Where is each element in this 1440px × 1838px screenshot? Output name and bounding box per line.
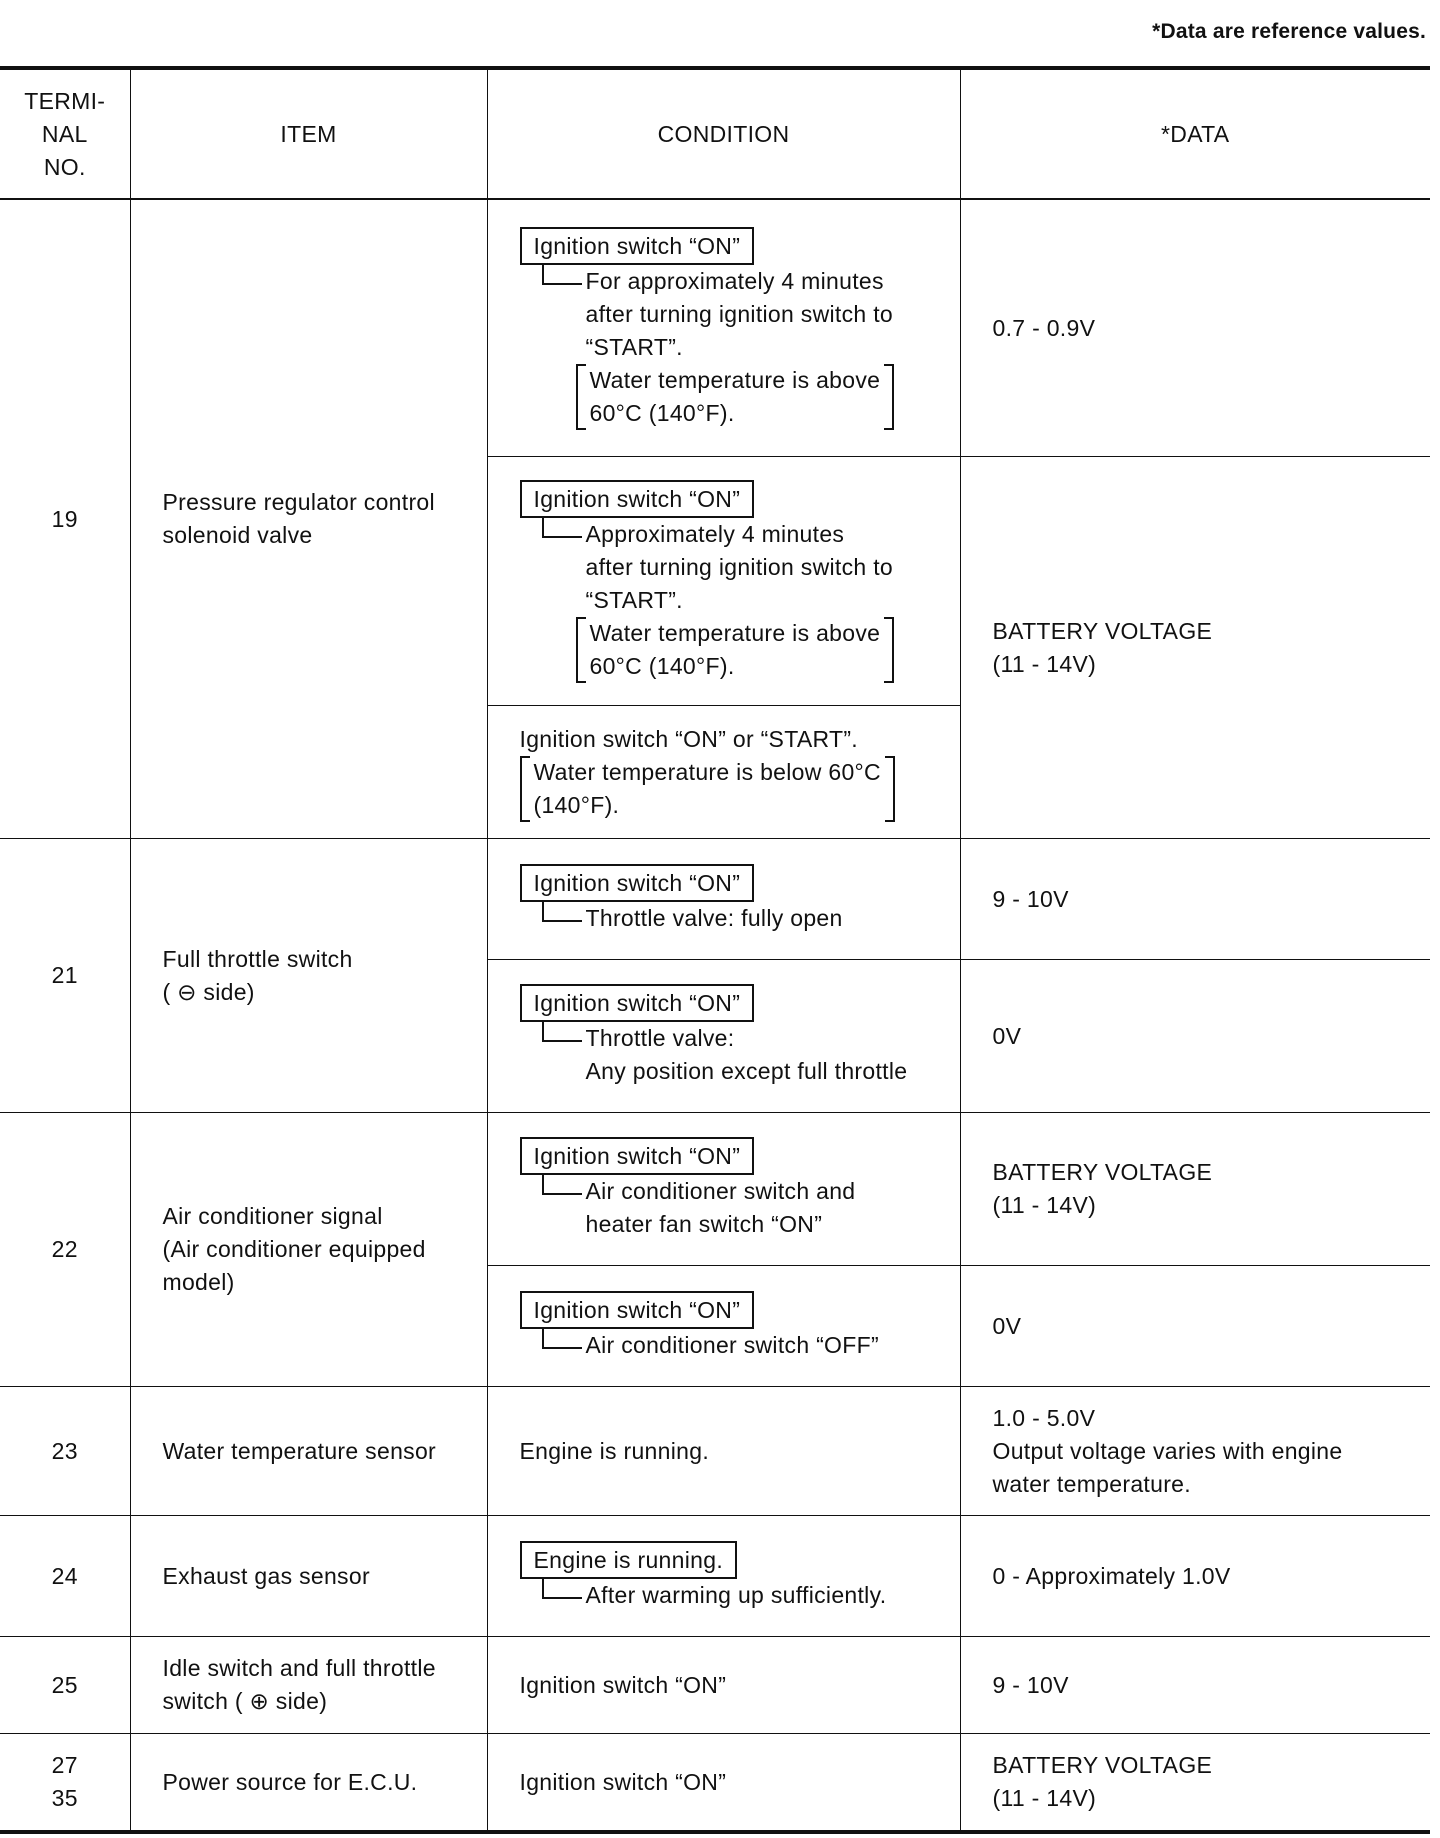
data-cell: 9 - 10V	[960, 839, 1430, 960]
header-terminal-no: TERMI- NAL NO.	[0, 68, 130, 199]
condition-branch: Air conditioner switch “OFF”	[542, 1329, 952, 1362]
condition-box: Ignition switch “ON”	[520, 984, 755, 1022]
item-cell: Full throttle switch ( ⊖ side)	[130, 839, 487, 1113]
condition-bracket-note: Water temperature is above 60°C (140°F).	[576, 617, 895, 683]
terminal-no: 19	[0, 199, 130, 839]
item-cell: Water temperature sensor	[130, 1387, 487, 1516]
condition-box: Ignition switch “ON”	[520, 480, 755, 518]
terminal-no: 24	[0, 1516, 130, 1637]
terminal-no: 23	[0, 1387, 130, 1516]
table-row	[0, 839, 1430, 960]
table-row	[0, 199, 1430, 457]
data-cell: 9 - 10V	[960, 1637, 1430, 1734]
data-cell: 0V	[960, 960, 1430, 1113]
table-header-row	[0, 68, 1430, 199]
condition-cell	[487, 960, 960, 1113]
terminal-data-table	[0, 66, 1430, 1834]
condition-box: Ignition switch “ON”	[520, 1137, 755, 1175]
condition-cell	[487, 1266, 960, 1387]
data-cell: 0 - Approximately 1.0V	[960, 1516, 1430, 1637]
table-row	[0, 1113, 1430, 1266]
terminal-no: 22	[0, 1113, 130, 1387]
header-condition: CONDITION	[487, 68, 960, 199]
data-cell: BATTERY VOLTAGE (11 - 14V)	[960, 1113, 1430, 1266]
item-cell: Idle switch and full throttle switch ( ⊕ side)	[130, 1637, 487, 1734]
item-cell: Pressure regulator control solenoid valve	[130, 199, 487, 839]
item-cell: Power source for E.C.U.	[130, 1734, 487, 1833]
condition-cell: Ignition switch “ON”	[487, 1734, 960, 1833]
condition-branch: Air conditioner switch and heater fan switch “ON”	[542, 1175, 952, 1241]
data-cell: BATTERY VOLTAGE (11 - 14V)	[960, 457, 1430, 839]
condition-box: Engine is running.	[520, 1541, 738, 1579]
condition-cell	[487, 839, 960, 960]
condition-cell	[487, 1516, 960, 1637]
table-row	[0, 1734, 1430, 1833]
header-item: ITEM	[130, 68, 487, 199]
condition-box: Ignition switch “ON”	[520, 1291, 755, 1329]
data-cell: 0.7 - 0.9V	[960, 199, 1430, 457]
item-cell: Exhaust gas sensor	[130, 1516, 487, 1637]
terminal-no: 25	[0, 1637, 130, 1734]
terminal-no: 27 35	[0, 1734, 130, 1833]
condition-box: Ignition switch “ON”	[520, 864, 755, 902]
condition-cell	[487, 199, 960, 457]
condition-cell: Ignition switch “ON”	[487, 1637, 960, 1734]
data-cell: 1.0 - 5.0V Output voltage varies with engine water temperature.	[960, 1387, 1430, 1516]
terminal-no: 21	[0, 839, 130, 1113]
data-cell: BATTERY VOLTAGE (11 - 14V)	[960, 1734, 1430, 1833]
item-cell: Air conditioner signal (Air conditioner equipped model)	[130, 1113, 487, 1387]
condition-cell	[487, 1113, 960, 1266]
table-row	[0, 1516, 1430, 1637]
table-row	[0, 1387, 1430, 1516]
condition-cell: Engine is running.	[487, 1387, 960, 1516]
reference-note: *Data are reference values.	[1152, 20, 1426, 43]
condition-branch: Throttle valve: Any position except full throttle	[542, 1022, 952, 1088]
condition-branch: For approximately 4 minutes after turning ignition switch to “START”.	[542, 265, 952, 364]
condition-box: Ignition switch “ON”	[520, 227, 755, 265]
header-data: *DATA	[960, 68, 1430, 199]
table-row	[0, 1637, 1430, 1734]
condition-cell	[487, 457, 960, 706]
data-cell: 0V	[960, 1266, 1430, 1387]
condition-branch: After warming up sufficiently.	[542, 1579, 952, 1612]
condition-bracket-note: Water temperature is above 60°C (140°F).	[576, 364, 895, 430]
condition-cell: Ignition switch “ON” or “START”. Water temperature is below 60°C (140°F).	[487, 706, 960, 839]
condition-branch: Approximately 4 minutes after turning ignition switch to “START”.	[542, 518, 952, 617]
condition-bracket-note: Water temperature is below 60°C (140°F).	[520, 756, 895, 822]
condition-branch: Throttle valve: fully open	[542, 902, 952, 935]
